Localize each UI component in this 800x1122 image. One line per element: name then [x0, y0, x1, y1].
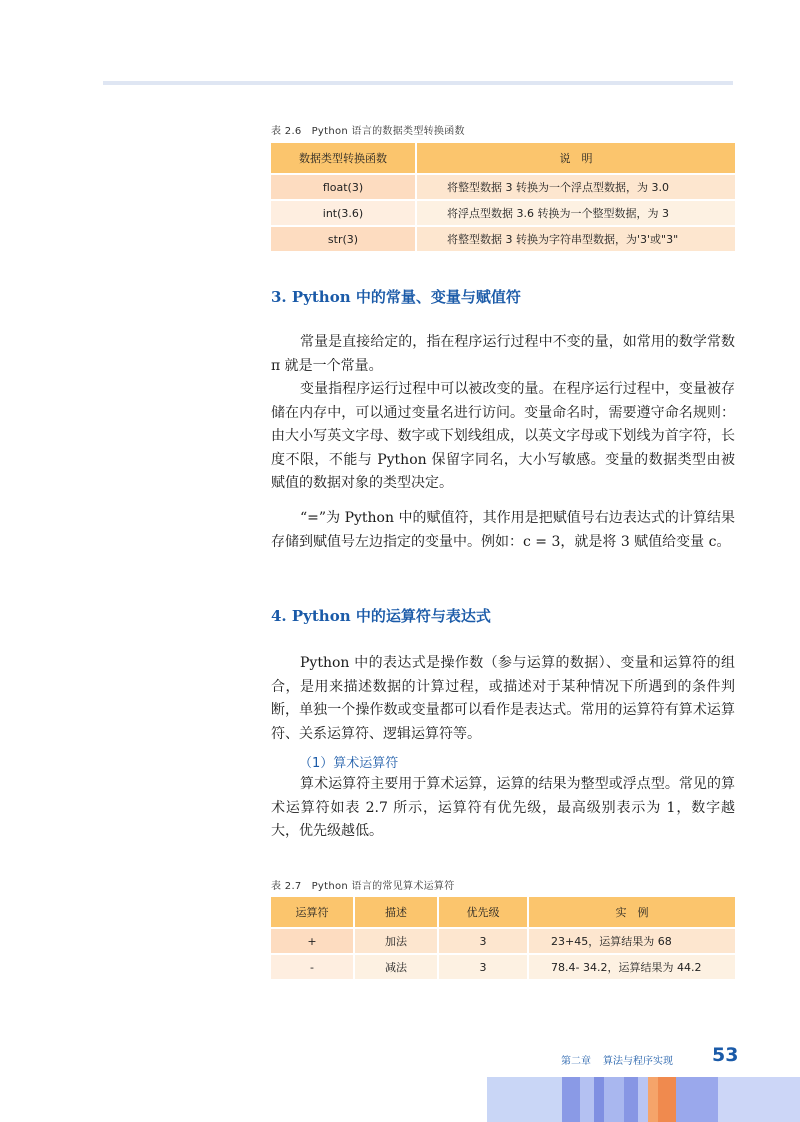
- table-cell: 3: [439, 953, 529, 979]
- table-header-row: [271, 143, 735, 173]
- table-cell: float(3): [271, 173, 417, 199]
- paragraph: [271, 773, 735, 844]
- running-footer: [561, 1052, 685, 1067]
- table-cell: 将整型数据 3 转换为字符串型数据，为'3'或"3": [417, 225, 735, 251]
- table-header: 优先级: [439, 897, 529, 927]
- table-caption-number: 表 2.6: [271, 126, 302, 137]
- deco-bar: [624, 1077, 638, 1122]
- table-cell: int(3.6): [271, 199, 417, 225]
- paragraph: [271, 652, 735, 746]
- deco-bar: [718, 1077, 800, 1122]
- paragraph-text: 常量是直接给定的，指在程序运行过程中不变的量，如常用的数学常数 π 就是一个常量。: [271, 334, 735, 374]
- subsection-heading: （1）算术运算符: [299, 756, 399, 771]
- deco-bar: [638, 1077, 648, 1122]
- paragraph-text: 算术运算符主要用于算术运算，运算的结果为整型或浮点型。常见的算术运算符如表 2.7 所示，运算符有优先级，最高级别表示为 1，数字越大，优先级越低。: [271, 776, 735, 839]
- table-header: 说 明: [417, 143, 735, 173]
- paragraph-text: “=”为 Python 中的赋值符，其作用是把赋值号右边表达式的计算结果存储到赋值号左边指定的变量中。例如：c = 3，就是将 3 赋值给变量 c。: [271, 510, 735, 550]
- deco-bar: [580, 1077, 594, 1122]
- paragraph: [271, 378, 735, 496]
- table-cell: -: [271, 953, 355, 979]
- footer-title: 算法与程序实现: [603, 1056, 673, 1067]
- table-cell: 23+45，运算结果为 68: [529, 927, 735, 953]
- table-header: 描述: [355, 897, 439, 927]
- table-row: [271, 173, 735, 199]
- paragraph-text: Python 中的表达式是操作数（参与运算的数据）、变量和运算符的组合，是用来描述数据的计算过程，或描述对于某种情况下所遇到的条件判断，单独一个操作数或变量都可以看作是表达式。常用的运算符有算术运算符、关系运算符、逻辑运算符等。: [271, 655, 735, 742]
- table-header: 运算符: [271, 897, 355, 927]
- paragraph: [271, 507, 735, 554]
- table-cell: 减法: [355, 953, 439, 979]
- table-header: 实 例: [529, 897, 735, 927]
- table-caption: [271, 877, 455, 892]
- table-row: [271, 927, 735, 953]
- table-row: [271, 225, 735, 251]
- page-number: 53: [712, 1044, 739, 1066]
- type-conversion-table: [271, 143, 735, 251]
- deco-bar: [658, 1077, 676, 1122]
- top-rule: [103, 81, 733, 85]
- section-heading: 3. Python 中的常量、变量与赋值符: [271, 288, 521, 306]
- table-cell: 将整型数据 3 转换为一个浮点型数据，为 3.0: [417, 173, 735, 199]
- table-row: [271, 953, 735, 979]
- table-caption-text: Python 语言的数据类型转换函数: [311, 126, 465, 137]
- deco-bar: [594, 1077, 604, 1122]
- table-header: 数据类型转换函数: [271, 143, 417, 173]
- deco-bar: [676, 1077, 718, 1122]
- table-caption-text: Python 语言的常见算术运算符: [311, 881, 455, 892]
- table-caption-number: 表 2.7: [271, 881, 302, 892]
- table-cell: str(3): [271, 225, 417, 251]
- deco-bar: [487, 1077, 562, 1122]
- deco-bar: [604, 1077, 624, 1122]
- deco-bar: [562, 1077, 580, 1122]
- table-cell: 加法: [355, 927, 439, 953]
- paragraph-text: 变量指程序运行过程中可以被改变的量。在程序运行过程中，变量被存储在内存中，可以通过变量名进行访问。变量命名时，需要遵守命名规则：由大小写英文字母、数字或下划线组成，以英文字母或下划线为首字符，长度不限，不能与 Python 保留字同名，大小写敏感。变量的数据类型由被赋值的数据对象的类型决定。: [271, 381, 735, 491]
- table-row: [271, 199, 735, 225]
- paragraph: [271, 331, 735, 378]
- deco-bar: [648, 1077, 658, 1122]
- section-heading: 4. Python 中的运算符与表达式: [271, 607, 491, 625]
- table-cell: +: [271, 927, 355, 953]
- footer-chapter: 第二章: [561, 1056, 591, 1067]
- table-cell: 78.4- 34.2，运算结果为 44.2: [529, 953, 735, 979]
- table-cell: 将浮点型数据 3.6 转换为一个整型数据，为 3: [417, 199, 735, 225]
- arithmetic-operator-table: [271, 897, 735, 979]
- table-cell: 3: [439, 927, 529, 953]
- table-header-row: [271, 897, 735, 927]
- table-caption: [271, 122, 465, 137]
